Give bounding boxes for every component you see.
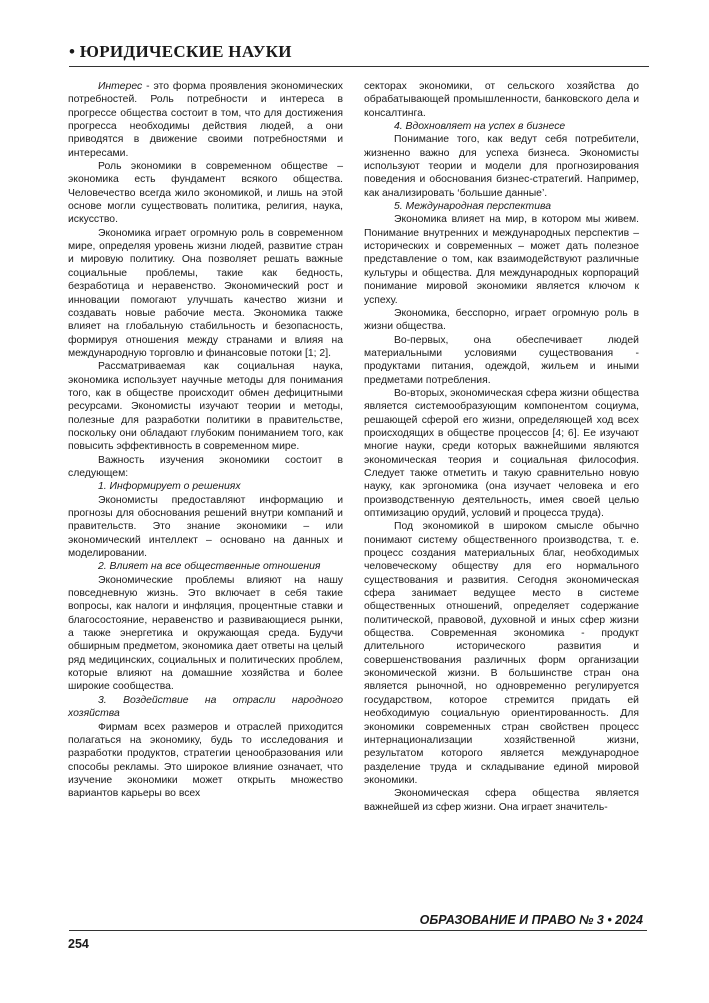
paragraph-text: Экономическая сфера общества является важнейшей из сфер жизни. Она играет значитель- [364, 788, 639, 813]
header-divider [69, 66, 649, 67]
left-column [68, 80, 343, 801]
body-paragraph [364, 787, 639, 814]
paragraph-text: Важность изучения экономики состоит в следующем: [68, 454, 343, 479]
paragraph-text: Понимание того, как ведут себя потребители, жизненно важно для успеха бизнеса. Экономисты используют теории и модели для прогнозирования поведения и обоснования бизнес-стратегий. Например, как анализировать ‘большие данные’. [364, 134, 639, 199]
section-subheading [68, 480, 343, 493]
paragraph-text: 3. Воздействие на отрасли народного хозяйства [68, 694, 343, 720]
paragraph-text: Экономика играет огромную роль в современном мире, определяя уровень жизни людей, развитие стран и мировую политику. Она позволяет решать важные социальные проблемы, такие как бедность, безработица и неравенство. Экономический рост и инновации помогают улучшать качество жизни и создавать новые рабочие места. Экономика также влияет на глобальную стабильность и безопасность, формируя отношения между странами и влияя на международную торговлю и финансовые потоки [1; 2]. [68, 227, 343, 359]
right-column [364, 80, 639, 814]
defined-term: Интерес [98, 81, 143, 92]
paragraph-text: Экономика, бесспорно, играет огромную роль в жизни общества. [364, 307, 639, 333]
paragraph-text: 5. Международная перспектива [394, 201, 551, 213]
section-subheading [68, 560, 343, 573]
journal-issue: ОБРАЗОВАНИЕ И ПРАВО № 3 • 2024 [419, 913, 643, 927]
running-header [69, 42, 649, 66]
paragraph-text: Во-вторых, экономическая сфера жизни общества является системообразующим компонентом социума, решающей сферой его жизни, определяющей ход всех происходящих в обществе процессов [4; 6]. Ее изучают многие науки, среди которых важнейшими являются экономическая теория и социальная философия. Следует также отметить и такую сравнительно новую науку, как эргономика (она изучает человека и его производственную деятельность, имея своей целью оптимизацию орудий, условий и процесса труда). [364, 387, 639, 519]
paragraph-text: 4. Вдохновляет на успех в бизнесе [394, 121, 566, 133]
paragraph-text: Под экономикой в широком смысле обычно понимают систему общественного производства, т. е. процесс создания материальных благ, необходимых человеческому обществу для его нормального существования и развития. Сегодня экономическая сфера занимает ведущее место в системе общественных отношений, определяет содержание политической, правовой, духовной и иных сфер жизни общества. Современная экономика - продукт длительного исторического развития и совершенствования различных форм организации экономической жизни. В большинстве стран она является рыночной, но одновременно регулируется государством, которое стремится придать ей необходимую социальную ориентированность. Для экономики современных стран свойствен процесс интернационализации хозяйственной жизни, результатом которого является международное разделение труда и складывание единой мировой экономики. [364, 521, 639, 786]
body-paragraph [68, 721, 343, 801]
paragraph-text: Роль экономики в современном обществе – экономика есть фундамент всякого общества. Человечество всегда жило экономикой, и лишь на этой основе могли существовать политика, религия, наука, искусство. [68, 161, 343, 226]
paragraph-text: 2. Влияет на все общественные отношения [98, 561, 321, 573]
paragraph-text: Фирмам всех размеров и отраслей приходится полагаться на экономику, будь то исследования и разработки продуктов, стратегии ценообразования или способы рекламы. Это широкое влияние означает, что изучение экономики может открыть множество вариантов карьеры во всех [68, 721, 343, 800]
page-number: 254 [68, 937, 89, 951]
paragraph-text: Экономисты предоставляют информацию и прогнозы для обоснования решений внутри компаний и правительств. Это знание экономики – или экономический интеллект – основано на данных и моделировании. [68, 494, 343, 560]
footer-divider [69, 930, 647, 931]
body-paragraph [68, 494, 343, 561]
section-subheading [364, 200, 639, 213]
section-title: • ЮРИДИЧЕСКИЕ НАУКИ [69, 42, 292, 61]
body-paragraph [68, 160, 343, 227]
paragraph-text: Во-первых, она обеспечивает людей материальными условиями существования - продуктами питания, одеждой, жильем и иными предметами потребления. [364, 334, 639, 386]
body-paragraph [364, 80, 639, 120]
body-paragraph [68, 360, 343, 453]
body-paragraph [364, 133, 639, 200]
paragraph-text: 1. Информирует о решениях [98, 481, 241, 493]
body-paragraph [364, 520, 639, 787]
section-subheading [68, 694, 343, 721]
body-paragraph [68, 80, 343, 160]
body-paragraph [364, 334, 639, 387]
body-paragraph [364, 307, 639, 334]
body-paragraph [68, 227, 343, 360]
body-paragraph [68, 574, 343, 694]
section-subheading [364, 120, 639, 133]
paragraph-text: Экономика влияет на мир, в котором мы живем. Понимание внутренних и международных перспектив – исторических и современных – может дать полезное представление о том, как взаимодействуют различные культуры и общества. Для международных корпораций понимание мировой экономики является ключом к успеху. [364, 214, 639, 306]
paragraph-text: Экономические проблемы влияют на нашу повседневную жизнь. Это включает в себя такие вопросы, как налоги и инфляция, процентные ставки и благосостояние, неравенство и развивающиеся рынки, а также энергетика и окружающая среда. Будучи обширным предметом, экономика дает ответы на целый ряд медицинских, социальных и политических проблем, которые влияют на домашние хозяйства и более широкие сообщества. [68, 574, 343, 693]
body-paragraph [68, 454, 343, 481]
paragraph-text: Рассматриваемая как социальная наука, экономика использует научные методы для понимания того, как в обществе происходит обмен дефицитными ресурсами. Экономисты изучают теории и методы, полезные для разработки политики в правительстве, поскольку они обладают глубоким пониманием того, как повысить эффективность в современном мире. [68, 361, 343, 453]
paragraph-text: секторах экономики, от сельского хозяйства до обрабатывающей промышленности, банковского дела и консалтинга. [364, 81, 639, 119]
paragraph-text: - это форма проявления экономических потребностей. Роль потребности и интереса в прогрессе общества состоит в том, что для достижения прогресса необходимы действия людей, а они приводятся в движение своими потребностями и интересами. [68, 81, 343, 159]
body-paragraph [364, 213, 639, 306]
body-paragraph [364, 387, 639, 520]
